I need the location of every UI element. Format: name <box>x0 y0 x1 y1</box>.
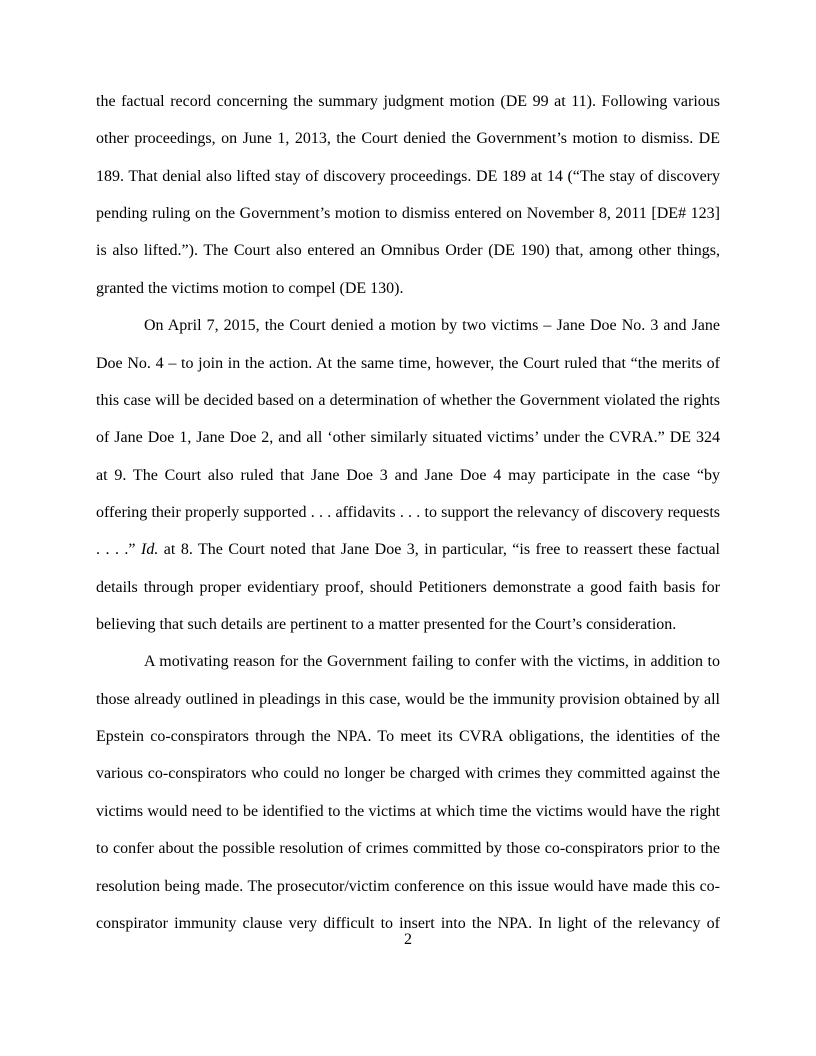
text-line: this case will be decided based on a determination of whether the Government violated the rights <box>96 391 720 409</box>
text-line: Doe No. 4 – to join in the action. At the same time, however, the Court ruled that “the merits of <box>96 354 720 372</box>
text-line: granted the victims motion to compel (DE 130). <box>96 279 404 297</box>
text-line: the factual record concerning the summary judgment motion (DE 99 at 11). Following various <box>96 93 720 110</box>
text-line: believing that such details are pertinent to a matter presented for the Court’s consideration. <box>96 616 677 634</box>
text-line: details through proper evidentiary proof, should Petitioners demonstrate a good faith basis for <box>96 578 720 596</box>
paragraph <box>96 652 720 951</box>
text-line: resolution being made. The prosecutor/victim conference on this issue would have made this co- <box>96 877 720 895</box>
text-line: . . . .” Id. at 8. The Court noted that Jane Doe 3, in particular, “is free to reassert these factual <box>96 541 721 559</box>
text-line: Epstein co-conspirators through the NPA. To meet its CVRA obligations, the identities of the <box>96 728 720 746</box>
text-line: to confer about the possible resolution of crimes committed by those co-conspirators prior to the <box>96 840 720 858</box>
text-line: of Jane Doe 1, Jane Doe 2, and all ‘other similarly situated victims’ under the CVRA.” DE 324 <box>96 429 720 447</box>
text-line: those already outlined in pleadings in this case, would be the immunity provision obtained by all <box>96 690 720 708</box>
paragraph <box>96 316 720 652</box>
page-number: 2 <box>404 931 412 948</box>
text-line: victims would need to be identified to the victims at which time the victims would have the right <box>96 802 720 820</box>
text-line: 189. That denial also lifted stay of discovery proceedings. DE 189 at 14 (“The stay of discovery <box>96 167 720 185</box>
citation-id: Id. <box>141 541 159 559</box>
document-body <box>96 92 720 951</box>
text-line: at 9. The Court also ruled that Jane Doe 3 and Jane Doe 4 may participate in the case “by <box>96 466 720 484</box>
text-line: other proceedings, on June 1, 2013, the Court denied the Government’s motion to dismiss. DE <box>96 130 720 148</box>
text-line: pending ruling on the Government’s motion to dismiss entered on November 8, 2011 [DE# 123] <box>96 205 720 223</box>
text-line: offering their properly supported . . . affidavits . . . to support the relevancy of discovery requests <box>96 503 720 521</box>
text-line: A motivating reason for the Government failing to confer with the victims, in addition to <box>144 653 720 671</box>
text-line: various co-conspirators who could no longer be charged with crimes they committed against the <box>96 765 720 783</box>
paragraph <box>96 92 720 316</box>
text-line: On April 7, 2015, the Court denied a motion by two victims – Jane Doe No. 3 and Jane <box>144 317 720 335</box>
text-line: conspirator immunity clause very difficult to insert into the NPA. In light of the relevancy of <box>96 914 720 932</box>
text-line: is also lifted.”). The Court also entered an Omnibus Order (DE 190) that, among other things, <box>96 242 720 260</box>
